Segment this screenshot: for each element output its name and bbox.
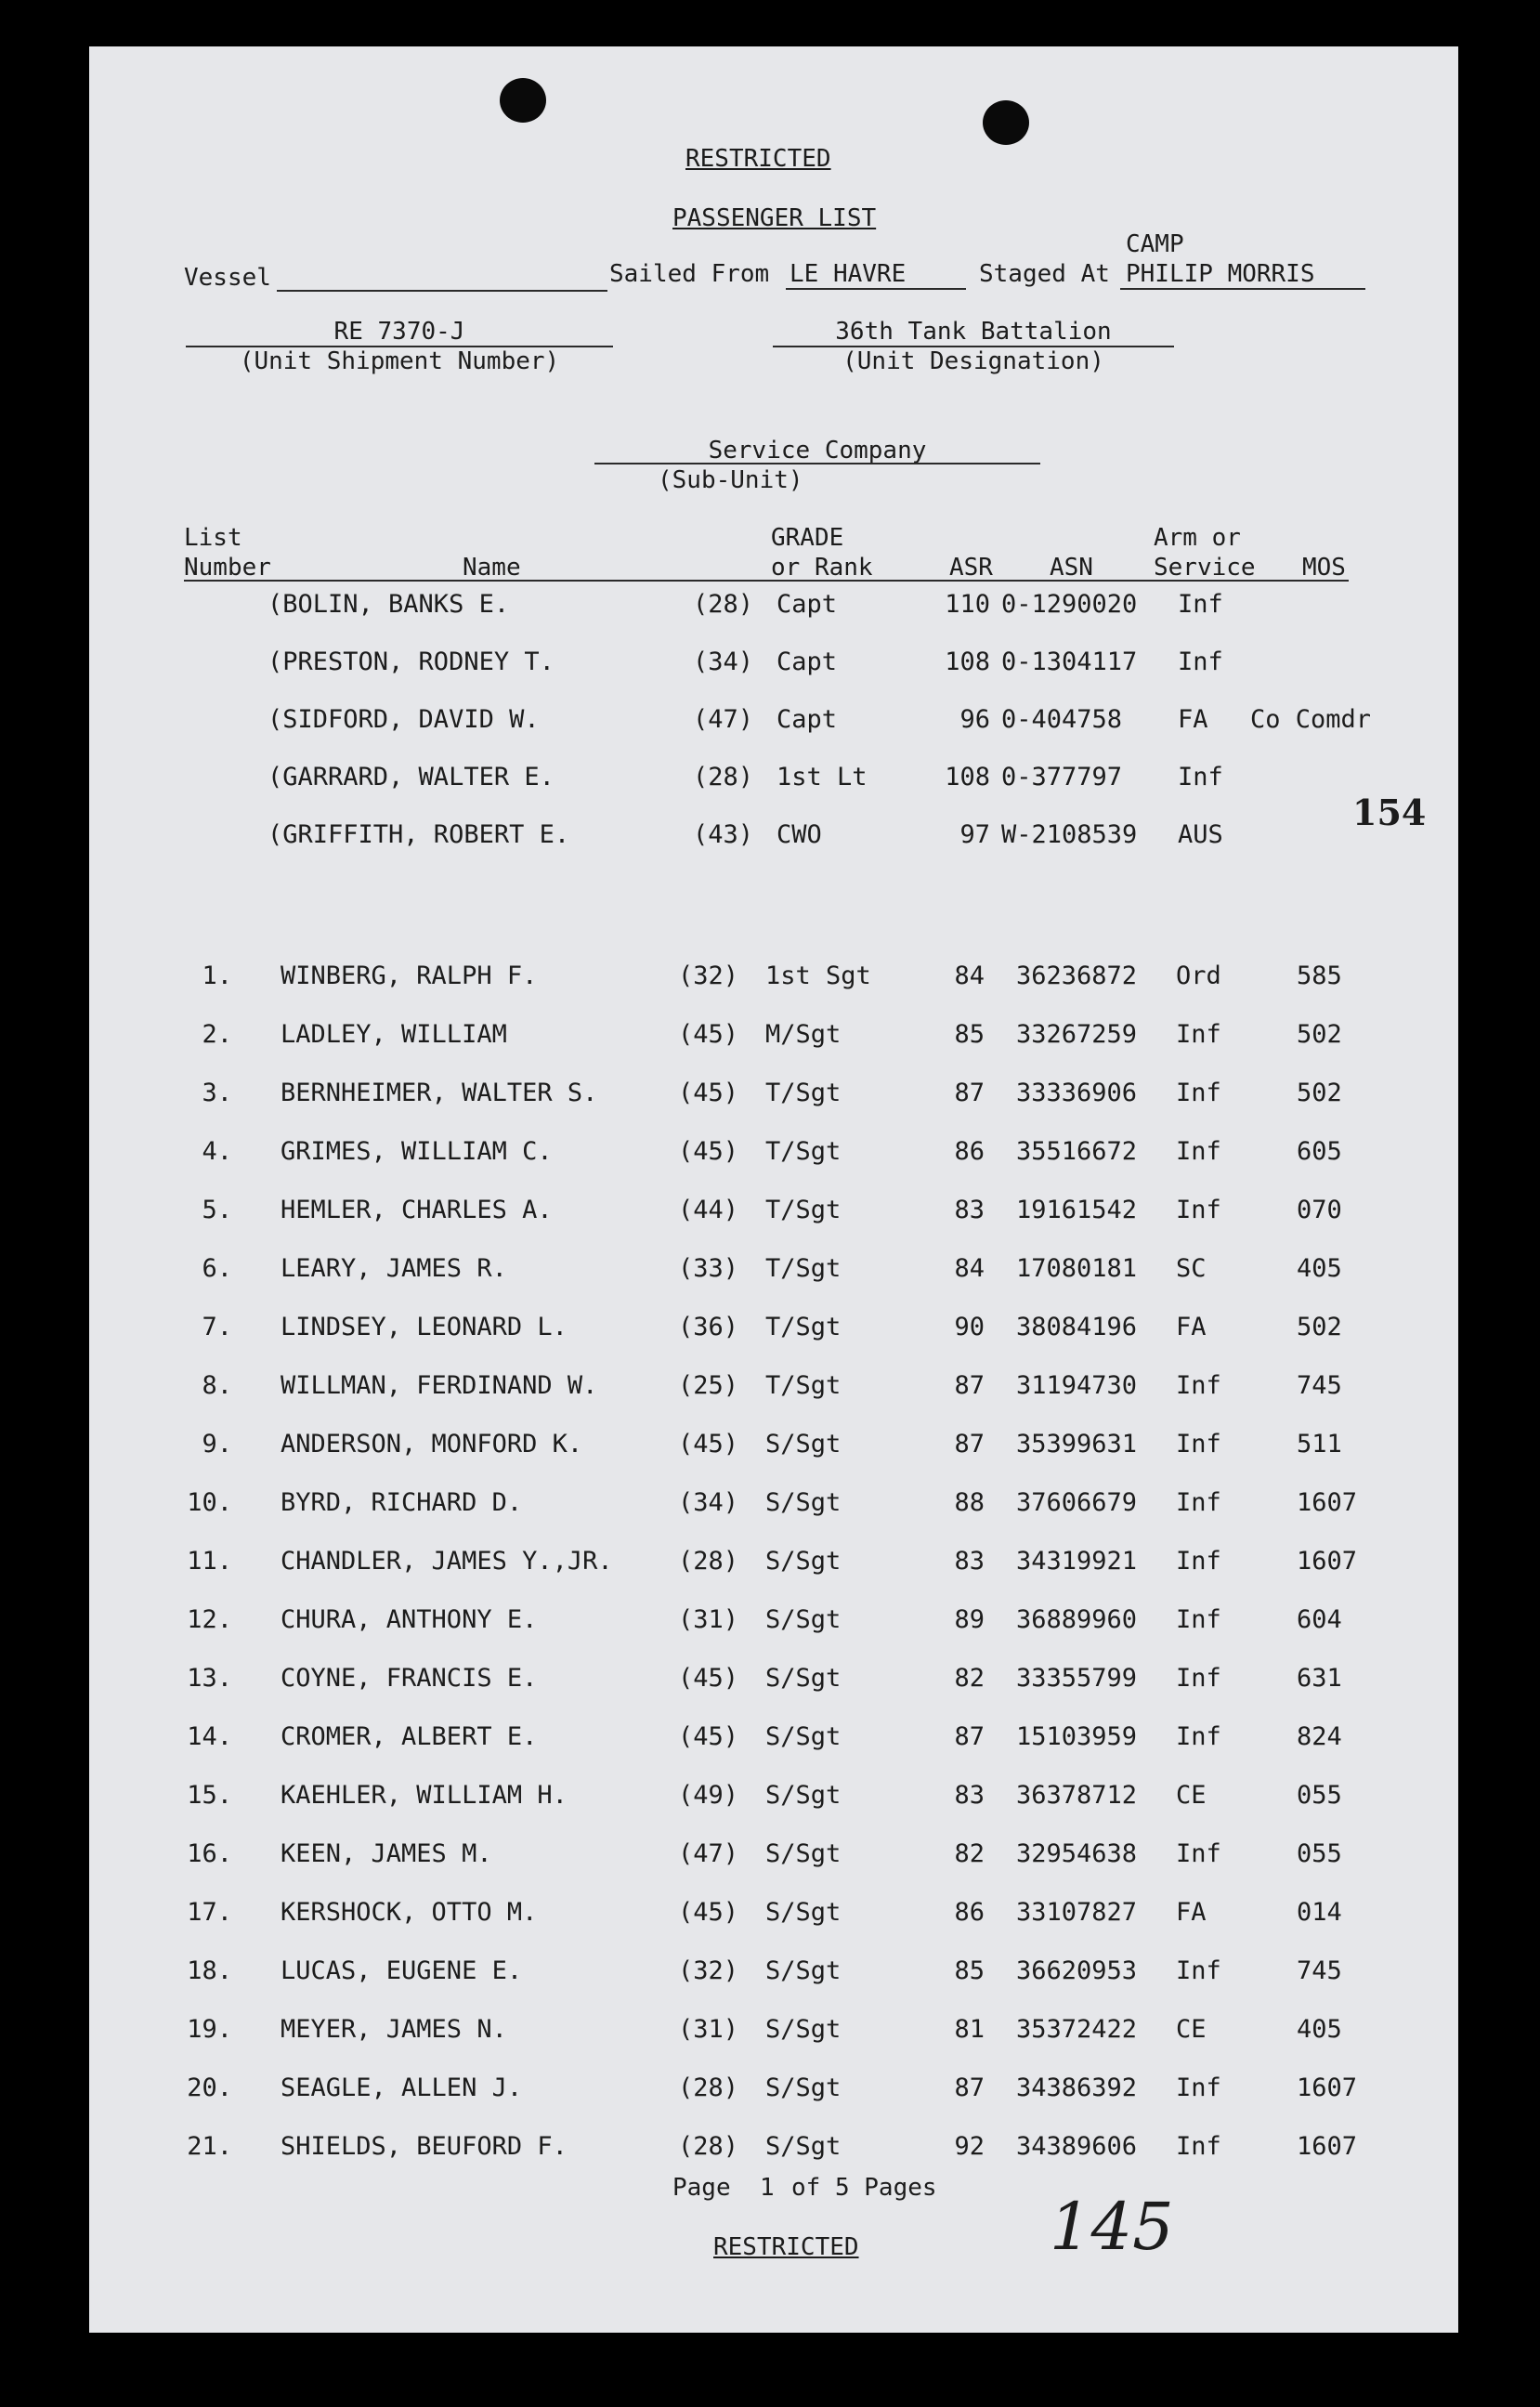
passenger-name: BYRD, RICHARD D. — [281, 1488, 523, 1517]
passenger-name: LINDSEY, LEONARD L. — [281, 1313, 568, 1341]
col-grade: GRADE — [771, 524, 844, 552]
passenger-grade: S/Sgt — [765, 2015, 842, 2044]
col-grade: or Rank — [771, 554, 873, 582]
passenger-asr: 90 — [954, 1313, 985, 1341]
passenger-name: KERSHOCK, OTTO M. — [281, 1898, 538, 1927]
officer-grade: CWO — [777, 820, 822, 849]
officer-arm: Inf — [1178, 763, 1223, 791]
passenger-name: CHANDLER, JAMES Y.,JR. — [281, 1547, 613, 1576]
passenger-asr: 87 — [954, 1079, 985, 1107]
passenger-arm: Inf — [1176, 1839, 1221, 1868]
passenger-age: (31) — [678, 2015, 739, 2044]
passenger-asn: 36236872 — [1016, 961, 1138, 990]
vessel-label: Vessel — [184, 264, 271, 292]
passenger-name: KEEN, JAMES M. — [281, 1839, 492, 1868]
passenger-mos: 824 — [1297, 1722, 1342, 1751]
unit-shipment-label: (Unit Shipment Number) — [239, 347, 560, 375]
sub-unit-label: (Sub-Unit) — [658, 466, 803, 494]
officer-age: (47) — [693, 705, 754, 734]
passenger-grade: T/Sgt — [765, 1196, 842, 1224]
list-number: 4. — [202, 1137, 232, 1166]
officer-asn: 0-377797 — [1001, 763, 1123, 791]
passenger-mos: 631 — [1297, 1664, 1342, 1693]
passenger-arm: Inf — [1176, 1547, 1221, 1576]
passenger-mos: 745 — [1297, 1956, 1342, 1985]
restricted-top: RESTRICTED — [685, 145, 831, 173]
document-page — [89, 46, 1458, 2333]
passenger-name: KAEHLER, WILLIAM H. — [281, 1781, 568, 1810]
passenger-asr: 87 — [954, 2073, 985, 2102]
document-title: PASSENGER LIST — [672, 204, 877, 232]
passenger-mos: 745 — [1297, 1371, 1342, 1400]
passenger-age: (45) — [678, 1722, 739, 1751]
passenger-asn: 34386392 — [1016, 2073, 1138, 2102]
officer-arm: Inf — [1178, 648, 1223, 676]
officer-name: (SIDFORD, DAVID W. — [268, 705, 540, 734]
passenger-asn: 34389606 — [1016, 2132, 1138, 2161]
list-number: 9. — [202, 1430, 232, 1459]
passenger-grade: S/Sgt — [765, 1839, 842, 1868]
page-of: of 5 Pages — [791, 2174, 937, 2202]
passenger-asr: 86 — [954, 1137, 985, 1166]
list-number: 17. — [187, 1898, 232, 1927]
officer-age: (34) — [693, 648, 754, 676]
passenger-mos: 405 — [1297, 1254, 1342, 1283]
sailed-from-line — [786, 288, 966, 290]
passenger-asr: 87 — [954, 1371, 985, 1400]
passenger-arm: FA — [1176, 1898, 1207, 1927]
passenger-age: (31) — [678, 1605, 739, 1634]
sub-unit-line — [594, 463, 1040, 464]
passenger-asr: 81 — [954, 2015, 985, 2044]
officer-asr: 108 — [945, 648, 990, 676]
passenger-mos: 405 — [1297, 2015, 1342, 2044]
passenger-asn: 37606679 — [1016, 1488, 1138, 1517]
col-asr: ASR — [949, 554, 993, 582]
officer-name: (PRESTON, RODNEY T. — [268, 648, 555, 676]
officer-name: (GARRARD, WALTER E. — [268, 763, 555, 791]
passenger-asn: 33355799 — [1016, 1664, 1138, 1693]
passenger-grade: S/Sgt — [765, 1781, 842, 1810]
passenger-mos: 502 — [1297, 1313, 1342, 1341]
officer-arm: FA — [1178, 705, 1208, 734]
passenger-arm: CE — [1176, 1781, 1207, 1810]
passenger-grade: S/Sgt — [765, 1488, 842, 1517]
passenger-asn: 32954638 — [1016, 1839, 1138, 1868]
list-number: 11. — [187, 1547, 232, 1576]
passenger-grade: S/Sgt — [765, 1605, 842, 1634]
passenger-name: SEAGLE, ALLEN J. — [281, 2073, 523, 2102]
page-number: 1 — [760, 2174, 775, 2202]
list-number: 2. — [202, 1020, 232, 1049]
passenger-mos: 055 — [1297, 1839, 1342, 1868]
officer-asn: W-2108539 — [1001, 820, 1138, 849]
passenger-name: WINBERG, RALPH F. — [281, 961, 538, 990]
passenger-grade: S/Sgt — [765, 1430, 842, 1459]
officer-grade: 1st Lt — [777, 763, 868, 791]
unit-shipment-number: RE 7370-J — [333, 318, 465, 346]
list-number: 18. — [187, 1956, 232, 1985]
passenger-age: (49) — [678, 1781, 739, 1810]
passenger-mos: 502 — [1297, 1020, 1342, 1049]
passenger-asn: 35399631 — [1016, 1430, 1138, 1459]
passenger-age: (45) — [678, 1898, 739, 1927]
passenger-grade: T/Sgt — [765, 1313, 842, 1341]
passenger-asr: 82 — [954, 1839, 985, 1868]
restricted-bottom: RESTRICTED — [713, 2233, 859, 2261]
passenger-arm: Inf — [1176, 2073, 1221, 2102]
passenger-arm: Inf — [1176, 1371, 1221, 1400]
passenger-grade: 1st Sgt — [765, 961, 871, 990]
col-list-number: List — [184, 524, 242, 552]
passenger-grade: T/Sgt — [765, 1137, 842, 1166]
passenger-name: LUCAS, EUGENE E. — [281, 1956, 523, 1985]
passenger-asr: 83 — [954, 1196, 985, 1224]
col-name: Name — [463, 554, 521, 582]
passenger-arm: Inf — [1176, 1488, 1221, 1517]
passenger-arm: Inf — [1176, 1430, 1221, 1459]
passenger-asn: 19161542 — [1016, 1196, 1138, 1224]
list-number: 13. — [187, 1664, 232, 1693]
passenger-grade: S/Sgt — [765, 2132, 842, 2161]
passenger-arm: Inf — [1176, 1020, 1221, 1049]
punch-hole — [983, 100, 1029, 145]
passenger-arm: Inf — [1176, 1079, 1221, 1107]
passenger-arm: SC — [1176, 1254, 1207, 1283]
passenger-mos: 1607 — [1297, 2132, 1358, 2161]
passenger-age: (45) — [678, 1079, 739, 1107]
passenger-grade: S/Sgt — [765, 1956, 842, 1985]
passenger-name: WILLMAN, FERDINAND W. — [281, 1371, 598, 1400]
passenger-grade: T/Sgt — [765, 1079, 842, 1107]
passenger-age: (45) — [678, 1430, 739, 1459]
passenger-name: HEMLER, CHARLES A. — [281, 1196, 553, 1224]
passenger-name: LEARY, JAMES R. — [281, 1254, 507, 1283]
passenger-arm: CE — [1176, 2015, 1207, 2044]
col-mos: MOS — [1302, 554, 1346, 582]
passenger-asn: 33336906 — [1016, 1079, 1138, 1107]
passenger-mos: 511 — [1297, 1430, 1342, 1459]
officer-grade: Capt — [777, 648, 838, 676]
col-list-number: Number — [184, 554, 271, 582]
passenger-asr: 85 — [954, 1020, 985, 1049]
passenger-grade: S/Sgt — [765, 2073, 842, 2102]
unit-designation-label: (Unit Designation) — [842, 347, 1104, 375]
passenger-asn: 36889960 — [1016, 1605, 1138, 1634]
staged-at-value: PHILIP MORRIS — [1126, 260, 1315, 288]
passenger-name: CHURA, ANTHONY E. — [281, 1605, 538, 1634]
officer-grade: Capt — [777, 590, 838, 619]
passenger-mos: 1607 — [1297, 2073, 1358, 2102]
stamp-number: 154 — [1352, 791, 1427, 833]
handwritten-number: 145 — [1050, 2189, 1174, 2265]
list-number: 16. — [187, 1839, 232, 1868]
list-number: 1. — [202, 961, 232, 990]
staged-at-label: Staged At — [979, 260, 1110, 288]
passenger-arm: FA — [1176, 1313, 1207, 1341]
passenger-asr: 89 — [954, 1605, 985, 1634]
passenger-mos: 604 — [1297, 1605, 1342, 1634]
officer-asr: 96 — [959, 705, 990, 734]
passenger-asn: 15103959 — [1016, 1722, 1138, 1751]
list-number: 19. — [187, 2015, 232, 2044]
passenger-name: BERNHEIMER, WALTER S. — [281, 1079, 598, 1107]
passenger-asn: 38084196 — [1016, 1313, 1138, 1341]
camp-label: CAMP — [1126, 230, 1184, 258]
list-number: 21. — [187, 2132, 232, 2161]
passenger-arm: Inf — [1176, 1605, 1221, 1634]
passenger-age: (44) — [678, 1196, 739, 1224]
passenger-age: (32) — [678, 961, 739, 990]
passenger-asr: 87 — [954, 1430, 985, 1459]
passenger-arm: Ord — [1176, 961, 1221, 990]
passenger-grade: S/Sgt — [765, 1722, 842, 1751]
passenger-asn: 34319921 — [1016, 1547, 1138, 1576]
passenger-asn: 35372422 — [1016, 2015, 1138, 2044]
sailed-from-value: LE HAVRE — [790, 260, 907, 288]
passenger-asn: 17080181 — [1016, 1254, 1138, 1283]
passenger-mos: 055 — [1297, 1781, 1342, 1810]
col-arm-service: Arm or — [1154, 524, 1241, 552]
col-arm-service: Service — [1154, 554, 1256, 582]
passenger-name: ANDERSON, MONFORD K. — [281, 1430, 583, 1459]
passenger-age: (32) — [678, 1956, 739, 1985]
passenger-asn: 33267259 — [1016, 1020, 1138, 1049]
passenger-age: (28) — [678, 2132, 739, 2161]
officer-arm: AUS — [1178, 820, 1223, 849]
passenger-age: (36) — [678, 1313, 739, 1341]
sailed-from-label: Sailed From — [609, 260, 770, 288]
passenger-name: MEYER, JAMES N. — [281, 2015, 507, 2044]
passenger-asr: 85 — [954, 1956, 985, 1985]
officer-grade: Capt — [777, 705, 838, 734]
passenger-asr: 86 — [954, 1898, 985, 1927]
list-number: 20. — [187, 2073, 232, 2102]
passenger-age: (47) — [678, 1839, 739, 1868]
list-number: 12. — [187, 1605, 232, 1634]
passenger-asr: 84 — [954, 1254, 985, 1283]
vessel-blank — [277, 290, 607, 292]
passenger-name: LADLEY, WILLIAM — [281, 1020, 507, 1049]
passenger-arm: Inf — [1176, 1956, 1221, 1985]
passenger-asr: 82 — [954, 1664, 985, 1693]
passenger-mos: 1607 — [1297, 1547, 1358, 1576]
passenger-asn: 31194730 — [1016, 1371, 1138, 1400]
list-number: 8. — [202, 1371, 232, 1400]
punch-hole — [500, 78, 546, 123]
officer-age: (28) — [693, 590, 754, 619]
officer-arm: Inf — [1178, 590, 1223, 619]
passenger-mos: 585 — [1297, 961, 1342, 990]
passenger-asn: 36378712 — [1016, 1781, 1138, 1810]
passenger-name: GRIMES, WILLIAM C. — [281, 1137, 553, 1166]
passenger-age: (34) — [678, 1488, 739, 1517]
officer-asr: 110 — [945, 590, 990, 619]
passenger-name: COYNE, FRANCIS E. — [281, 1664, 538, 1693]
passenger-arm: Inf — [1176, 2132, 1221, 2161]
officer-mos: Co Comdr — [1250, 705, 1372, 734]
passenger-name: CROMER, ALBERT E. — [281, 1722, 538, 1751]
passenger-grade: S/Sgt — [765, 1664, 842, 1693]
list-number: 10. — [187, 1488, 232, 1517]
passenger-mos: 014 — [1297, 1898, 1342, 1927]
page-label: Page — [672, 2174, 731, 2202]
staged-at-line — [1120, 288, 1365, 290]
passenger-grade: T/Sgt — [765, 1371, 842, 1400]
passenger-grade: S/Sgt — [765, 1547, 842, 1576]
unit-designation: 36th Tank Battalion — [835, 318, 1112, 346]
passenger-grade: T/Sgt — [765, 1254, 842, 1283]
passenger-asr: 84 — [954, 961, 985, 990]
list-number: 14. — [187, 1722, 232, 1751]
officer-asn: 0-1304117 — [1001, 648, 1138, 676]
passenger-asn: 33107827 — [1016, 1898, 1138, 1927]
header-rule — [184, 580, 1349, 582]
passenger-age: (25) — [678, 1371, 739, 1400]
passenger-age: (45) — [678, 1137, 739, 1166]
list-number: 7. — [202, 1313, 232, 1341]
officer-name: (BOLIN, BANKS E. — [268, 590, 510, 619]
passenger-name: SHIELDS, BEUFORD F. — [281, 2132, 568, 2161]
passenger-mos: 605 — [1297, 1137, 1342, 1166]
passenger-mos: 1607 — [1297, 1488, 1358, 1517]
passenger-age: (45) — [678, 1020, 739, 1049]
passenger-asr: 87 — [954, 1722, 985, 1751]
passenger-asn: 36620953 — [1016, 1956, 1138, 1985]
passenger-arm: Inf — [1176, 1722, 1221, 1751]
passenger-mos: 502 — [1297, 1079, 1342, 1107]
passenger-age: (33) — [678, 1254, 739, 1283]
officer-age: (28) — [693, 763, 754, 791]
passenger-mos: 070 — [1297, 1196, 1342, 1224]
passenger-asr: 92 — [954, 2132, 985, 2161]
passenger-asr: 88 — [954, 1488, 985, 1517]
officer-age: (43) — [693, 820, 754, 849]
col-asn: ASN — [1050, 554, 1093, 582]
list-number: 6. — [202, 1254, 232, 1283]
passenger-age: (28) — [678, 2073, 739, 2102]
passenger-asr: 83 — [954, 1781, 985, 1810]
list-number: 3. — [202, 1079, 232, 1107]
sub-unit: Service Company — [708, 437, 927, 464]
passenger-asn: 35516672 — [1016, 1137, 1138, 1166]
passenger-grade: M/Sgt — [765, 1020, 842, 1049]
passenger-asr: 83 — [954, 1547, 985, 1576]
officer-asr: 97 — [959, 820, 990, 849]
passenger-arm: Inf — [1176, 1196, 1221, 1224]
passenger-grade: S/Sgt — [765, 1898, 842, 1927]
officer-asn: 0-404758 — [1001, 705, 1123, 734]
officer-name: (GRIFFITH, ROBERT E. — [268, 820, 570, 849]
passenger-age: (28) — [678, 1547, 739, 1576]
passenger-arm: Inf — [1176, 1137, 1221, 1166]
list-number: 5. — [202, 1196, 232, 1224]
list-number: 15. — [187, 1781, 232, 1810]
passenger-arm: Inf — [1176, 1664, 1221, 1693]
officer-asr: 108 — [945, 763, 990, 791]
passenger-age: (45) — [678, 1664, 739, 1693]
officer-asn: 0-1290020 — [1001, 590, 1138, 619]
